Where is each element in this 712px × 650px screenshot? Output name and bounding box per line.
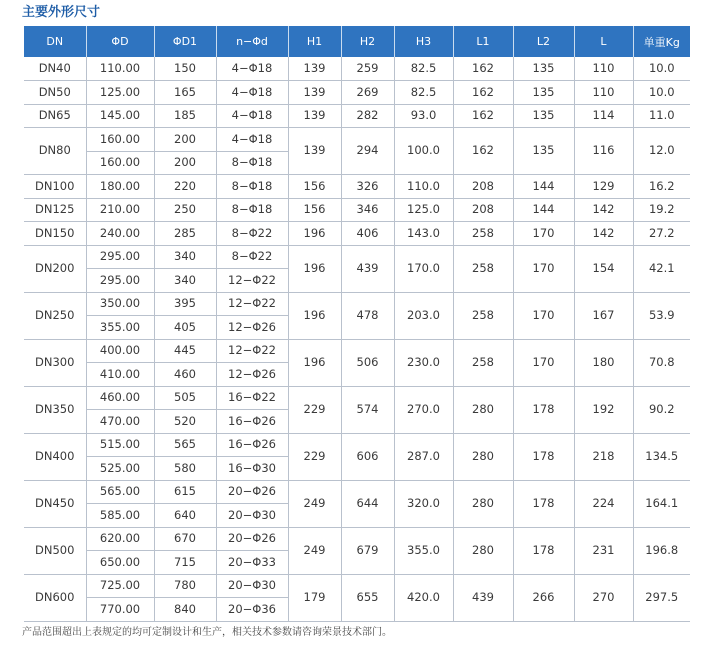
weight-cell: 42.1: [633, 245, 690, 292]
dn-cell: DN125: [24, 198, 86, 222]
od-cell: 400.00: [86, 339, 154, 363]
h3-cell: 287.0: [394, 433, 453, 480]
bolt-holes-cell: 20−Φ33: [216, 551, 288, 575]
dn-cell: DN500: [24, 527, 86, 574]
d1-cell: 220: [154, 175, 216, 199]
table-row: [24, 386, 690, 410]
weight-cell: 12.0: [633, 128, 690, 175]
h3-cell: 270.0: [394, 386, 453, 433]
h2-cell: 294: [341, 128, 394, 175]
l2-cell: 178: [513, 386, 574, 433]
table-header: [24, 26, 690, 57]
bolt-holes-cell: 20−Φ36: [216, 598, 288, 622]
l-cell: 224: [574, 480, 633, 527]
weight-cell: 11.0: [633, 104, 690, 128]
table-row: [24, 198, 690, 222]
dn-cell: DN100: [24, 175, 86, 199]
h1-cell: 249: [288, 527, 341, 574]
l2-cell: 178: [513, 433, 574, 480]
l-cell: 114: [574, 104, 633, 128]
d1-cell: 520: [154, 410, 216, 434]
table-row: [24, 574, 690, 598]
od-cell: 460.00: [86, 386, 154, 410]
header-h3: H3: [394, 26, 453, 57]
h3-cell: 82.5: [394, 81, 453, 105]
weight-cell: 27.2: [633, 222, 690, 246]
header-od: ΦD: [86, 26, 154, 57]
l1-cell: 258: [453, 222, 513, 246]
dn-cell: DN40: [24, 57, 86, 81]
weight-cell: 164.1: [633, 480, 690, 527]
l-cell: 154: [574, 245, 633, 292]
header-l1: L1: [453, 26, 513, 57]
header-bolt-holes: n−Φd: [216, 26, 288, 57]
weight-cell: 16.2: [633, 175, 690, 199]
bolt-holes-cell: 4−Φ18: [216, 57, 288, 81]
weight-cell: 90.2: [633, 386, 690, 433]
h1-cell: 156: [288, 198, 341, 222]
bolt-holes-cell: 16−Φ30: [216, 457, 288, 481]
dn-cell: DN300: [24, 339, 86, 386]
d1-cell: 640: [154, 504, 216, 528]
bolt-holes-cell: 16−Φ26: [216, 433, 288, 457]
l-cell: 142: [574, 222, 633, 246]
h2-cell: 282: [341, 104, 394, 128]
h3-cell: 100.0: [394, 128, 453, 175]
h2-cell: 655: [341, 574, 394, 621]
l-cell: 110: [574, 57, 633, 81]
bolt-holes-cell: 4−Φ18: [216, 81, 288, 105]
dn-cell: DN150: [24, 222, 86, 246]
bolt-holes-cell: 12−Φ26: [216, 316, 288, 340]
od-cell: 125.00: [86, 81, 154, 105]
od-cell: 620.00: [86, 527, 154, 551]
d1-cell: 780: [154, 574, 216, 598]
h3-cell: 110.0: [394, 175, 453, 199]
weight-cell: 53.9: [633, 292, 690, 339]
bolt-holes-cell: 16−Φ26: [216, 410, 288, 434]
l1-cell: 439: [453, 574, 513, 621]
bolt-holes-cell: 4−Φ18: [216, 104, 288, 128]
dn-cell: DN350: [24, 386, 86, 433]
bolt-holes-cell: 8−Φ22: [216, 222, 288, 246]
l1-cell: 258: [453, 292, 513, 339]
weight-cell: 297.5: [633, 574, 690, 621]
table-row: [24, 480, 690, 504]
l2-cell: 170: [513, 222, 574, 246]
l2-cell: 170: [513, 339, 574, 386]
od-cell: 585.00: [86, 504, 154, 528]
od-cell: 210.00: [86, 198, 154, 222]
d1-cell: 185: [154, 104, 216, 128]
bolt-holes-cell: 16−Φ22: [216, 386, 288, 410]
h1-cell: 249: [288, 480, 341, 527]
l2-cell: 170: [513, 245, 574, 292]
table-row: [24, 339, 690, 363]
d1-cell: 715: [154, 551, 216, 575]
bolt-holes-cell: 20−Φ26: [216, 527, 288, 551]
weight-cell: 134.5: [633, 433, 690, 480]
h1-cell: 156: [288, 175, 341, 199]
od-cell: 515.00: [86, 433, 154, 457]
od-cell: 160.00: [86, 151, 154, 175]
h2-cell: 346: [341, 198, 394, 222]
h3-cell: 203.0: [394, 292, 453, 339]
header-l: L: [574, 26, 633, 57]
bolt-holes-cell: 4−Φ18: [216, 128, 288, 152]
footnote: 产品范围超出上表规定的均可定制设计和生产，相关技术参数请咨询荣景技术部门。: [22, 627, 392, 638]
d1-cell: 840: [154, 598, 216, 622]
h2-cell: 478: [341, 292, 394, 339]
weight-cell: 19.2: [633, 198, 690, 222]
d1-cell: 670: [154, 527, 216, 551]
h2-cell: 326: [341, 175, 394, 199]
d1-cell: 340: [154, 245, 216, 269]
h1-cell: 196: [288, 292, 341, 339]
l1-cell: 280: [453, 527, 513, 574]
h1-cell: 139: [288, 57, 341, 81]
bolt-holes-cell: 8−Φ18: [216, 151, 288, 175]
d1-cell: 395: [154, 292, 216, 316]
section-title: 主要外形尺寸: [22, 5, 101, 20]
h1-cell: 139: [288, 128, 341, 175]
header-h1: H1: [288, 26, 341, 57]
l2-cell: 135: [513, 57, 574, 81]
l1-cell: 280: [453, 386, 513, 433]
d1-cell: 460: [154, 363, 216, 387]
od-cell: 145.00: [86, 104, 154, 128]
header-weight: 单重Kg: [633, 26, 690, 57]
od-cell: 350.00: [86, 292, 154, 316]
h1-cell: 139: [288, 104, 341, 128]
d1-cell: 200: [154, 128, 216, 152]
header-dn: DN: [24, 26, 86, 57]
h2-cell: 679: [341, 527, 394, 574]
bolt-holes-cell: 20−Φ26: [216, 480, 288, 504]
h3-cell: 170.0: [394, 245, 453, 292]
dn-cell: DN65: [24, 104, 86, 128]
od-cell: 355.00: [86, 316, 154, 340]
l1-cell: 162: [453, 128, 513, 175]
d1-cell: 615: [154, 480, 216, 504]
l2-cell: 266: [513, 574, 574, 621]
h3-cell: 82.5: [394, 57, 453, 81]
h3-cell: 320.0: [394, 480, 453, 527]
l-cell: 218: [574, 433, 633, 480]
table-row: [24, 222, 690, 246]
table-row: [24, 433, 690, 457]
h3-cell: 93.0: [394, 104, 453, 128]
h1-cell: 179: [288, 574, 341, 621]
l1-cell: 208: [453, 198, 513, 222]
header-row: [24, 26, 690, 57]
d1-cell: 445: [154, 339, 216, 363]
h3-cell: 230.0: [394, 339, 453, 386]
bolt-holes-cell: 12−Φ26: [216, 363, 288, 387]
dn-cell: DN600: [24, 574, 86, 621]
od-cell: 240.00: [86, 222, 154, 246]
bolt-holes-cell: 12−Φ22: [216, 292, 288, 316]
l1-cell: 208: [453, 175, 513, 199]
h3-cell: 125.0: [394, 198, 453, 222]
header-h2: H2: [341, 26, 394, 57]
d1-cell: 200: [154, 151, 216, 175]
dn-cell: DN50: [24, 81, 86, 105]
h1-cell: 196: [288, 245, 341, 292]
od-cell: 295.00: [86, 269, 154, 293]
od-cell: 565.00: [86, 480, 154, 504]
header-d1: ΦD1: [154, 26, 216, 57]
table-row: [24, 175, 690, 199]
l-cell: 192: [574, 386, 633, 433]
d1-cell: 405: [154, 316, 216, 340]
h1-cell: 196: [288, 222, 341, 246]
header-l2: L2: [513, 26, 574, 57]
d1-cell: 285: [154, 222, 216, 246]
dn-cell: DN250: [24, 292, 86, 339]
table-row: [24, 81, 690, 105]
l1-cell: 162: [453, 57, 513, 81]
dimension-table: [24, 26, 690, 622]
h3-cell: 355.0: [394, 527, 453, 574]
od-cell: 650.00: [86, 551, 154, 575]
d1-cell: 165: [154, 81, 216, 105]
l-cell: 231: [574, 527, 633, 574]
bolt-holes-cell: 8−Φ18: [216, 175, 288, 199]
l-cell: 270: [574, 574, 633, 621]
h2-cell: 574: [341, 386, 394, 433]
l-cell: 116: [574, 128, 633, 175]
l-cell: 167: [574, 292, 633, 339]
weight-cell: 10.0: [633, 81, 690, 105]
l2-cell: 144: [513, 175, 574, 199]
weight-cell: 10.0: [633, 57, 690, 81]
table-row: [24, 245, 690, 269]
l1-cell: 258: [453, 339, 513, 386]
l1-cell: 258: [453, 245, 513, 292]
od-cell: 160.00: [86, 128, 154, 152]
d1-cell: 150: [154, 57, 216, 81]
od-cell: 180.00: [86, 175, 154, 199]
h2-cell: 439: [341, 245, 394, 292]
od-cell: 295.00: [86, 245, 154, 269]
spec-table-body: [24, 57, 690, 621]
table-row: [24, 527, 690, 551]
h1-cell: 139: [288, 81, 341, 105]
l-cell: 142: [574, 198, 633, 222]
od-cell: 410.00: [86, 363, 154, 387]
h2-cell: 644: [341, 480, 394, 527]
l-cell: 129: [574, 175, 633, 199]
bolt-holes-cell: 12−Φ22: [216, 339, 288, 363]
bolt-holes-cell: 8−Φ18: [216, 198, 288, 222]
h1-cell: 229: [288, 386, 341, 433]
h2-cell: 269: [341, 81, 394, 105]
l1-cell: 162: [453, 104, 513, 128]
d1-cell: 565: [154, 433, 216, 457]
table-row: [24, 128, 690, 152]
d1-cell: 340: [154, 269, 216, 293]
table-row: [24, 104, 690, 128]
l2-cell: 170: [513, 292, 574, 339]
weight-cell: 196.8: [633, 527, 690, 574]
table-row: [24, 292, 690, 316]
od-cell: 470.00: [86, 410, 154, 434]
l1-cell: 280: [453, 433, 513, 480]
dn-cell: DN200: [24, 245, 86, 292]
dn-cell: DN80: [24, 128, 86, 175]
h1-cell: 196: [288, 339, 341, 386]
l2-cell: 135: [513, 104, 574, 128]
od-cell: 770.00: [86, 598, 154, 622]
l1-cell: 280: [453, 480, 513, 527]
od-cell: 525.00: [86, 457, 154, 481]
bolt-holes-cell: 20−Φ30: [216, 574, 288, 598]
dn-cell: DN450: [24, 480, 86, 527]
l2-cell: 135: [513, 128, 574, 175]
l2-cell: 178: [513, 527, 574, 574]
bolt-holes-cell: 8−Φ22: [216, 245, 288, 269]
d1-cell: 505: [154, 386, 216, 410]
bolt-holes-cell: 20−Φ30: [216, 504, 288, 528]
dn-cell: DN400: [24, 433, 86, 480]
d1-cell: 250: [154, 198, 216, 222]
od-cell: 725.00: [86, 574, 154, 598]
weight-cell: 70.8: [633, 339, 690, 386]
h1-cell: 229: [288, 433, 341, 480]
l2-cell: 135: [513, 81, 574, 105]
h2-cell: 606: [341, 433, 394, 480]
h3-cell: 143.0: [394, 222, 453, 246]
table-row: [24, 57, 690, 81]
l1-cell: 162: [453, 81, 513, 105]
d1-cell: 580: [154, 457, 216, 481]
l2-cell: 178: [513, 480, 574, 527]
h2-cell: 406: [341, 222, 394, 246]
l2-cell: 144: [513, 198, 574, 222]
h2-cell: 506: [341, 339, 394, 386]
l-cell: 110: [574, 81, 633, 105]
l-cell: 180: [574, 339, 633, 386]
od-cell: 110.00: [86, 57, 154, 81]
h2-cell: 259: [341, 57, 394, 81]
bolt-holes-cell: 12−Φ22: [216, 269, 288, 293]
h3-cell: 420.0: [394, 574, 453, 621]
